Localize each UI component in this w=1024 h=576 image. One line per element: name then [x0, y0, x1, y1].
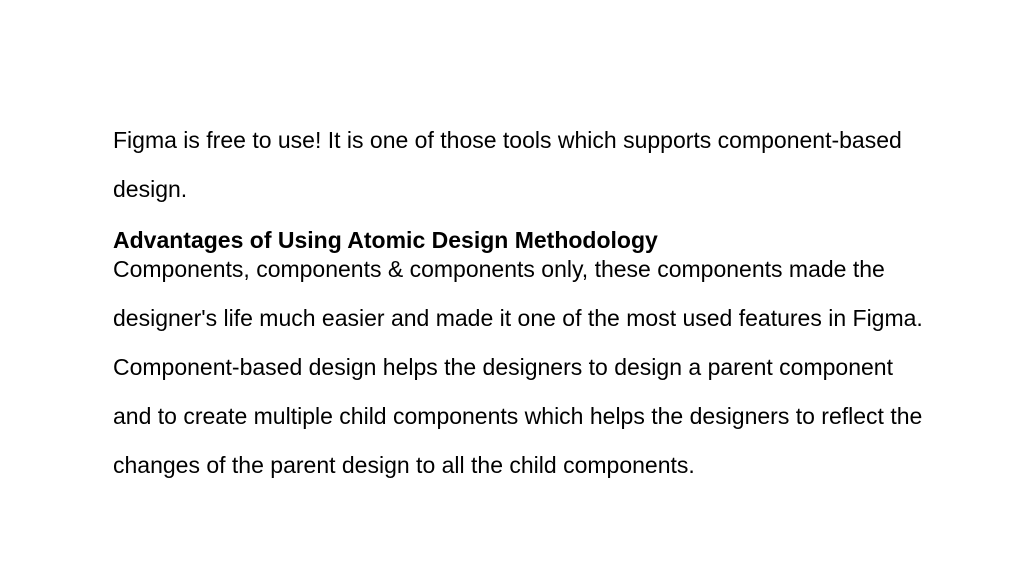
section-line-2: designer's life much easier and made it one of the most used features in Figma.: [113, 305, 923, 331]
intro-paragraph: [113, 116, 1018, 214]
intro-line-1: Figma is free to use! It is one of those tools which supports component-based: [113, 127, 902, 153]
section-line-5: changes of the parent design to all the child components.: [113, 452, 695, 478]
slide-content: [113, 116, 1018, 490]
intro-line-2: design.: [113, 176, 188, 202]
section-heading: Advantages of Using Atomic Design Methodology: [113, 227, 658, 253]
section-paragraph: [113, 245, 1018, 490]
section-line-3: Component-based design helps the designers to design a parent component: [113, 354, 893, 380]
section-line-4: and to create multiple child components which helps the designers to reflect the: [113, 403, 923, 429]
section-line-1: Components, components & components only, these components made the: [113, 256, 885, 282]
